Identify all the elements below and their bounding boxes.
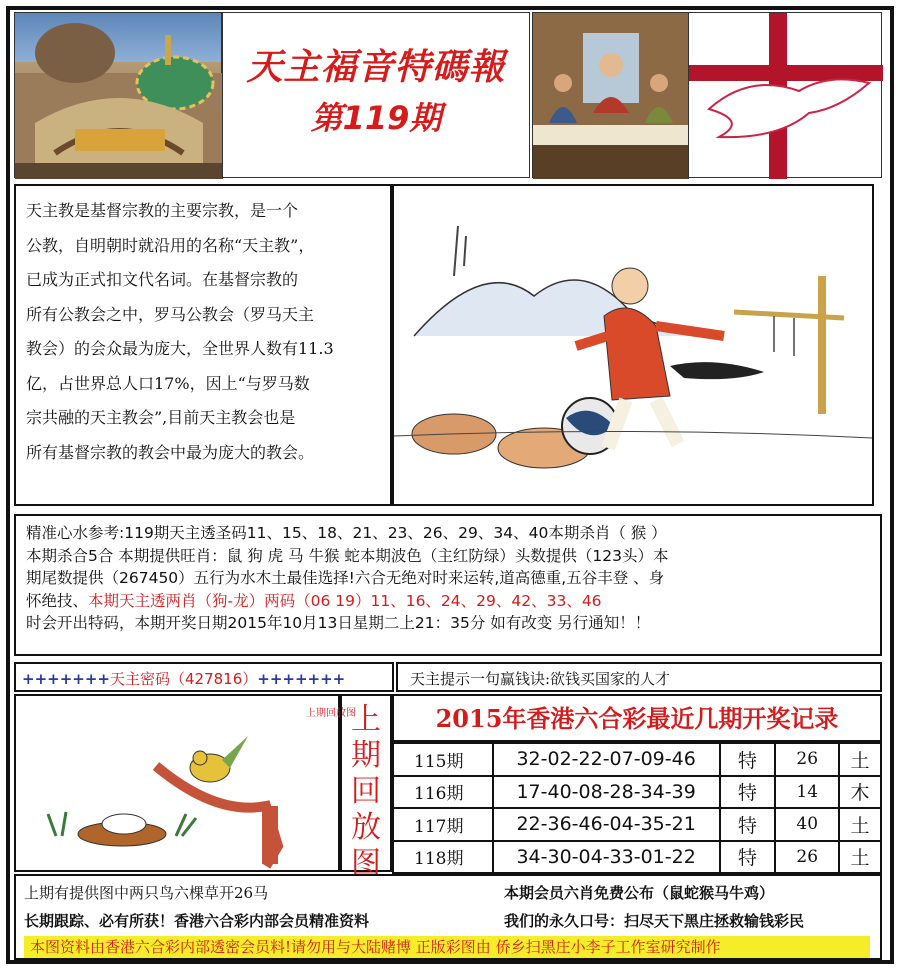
element-cell: 土 [839,808,881,841]
numbers-cell: 17-40-08-28-34-39 [493,776,720,809]
last-issue-replay-label [340,694,392,881]
record-row [393,743,881,776]
code-prefix: +++++++ [22,670,110,688]
special-number-cell: 14 [775,776,839,809]
records-table [392,742,882,874]
title-box [222,12,530,178]
numbers-cell: 32-02-22-07-09-46 [493,743,720,776]
reference-block [14,514,882,656]
intro-line: 教会）的会众最为庞大，全世界人数有11.3 [26,339,334,358]
numbers-cell: 22-36-46-04-35-21 [493,808,720,841]
footer [14,874,882,960]
records-title: 2015年香港六合彩最近几期开奖记录 [392,694,882,742]
period-cell: 117期 [393,808,493,841]
issue-number: 第119期 [310,99,442,137]
secret-code-bar [14,662,394,692]
reference-line: 期尾数提供（267450）五行为水木土最佳选择!六合无绝对时来运转,道高德重,五谷丰登 、身 [26,569,665,587]
vertical-char: 回 [351,774,381,809]
special-number-cell: 40 [775,808,839,841]
bird-illustration [14,694,356,872]
footer-left-line: 上期有提供图中两只鸟六棵草开26马 [24,884,269,902]
record-row [393,776,881,809]
highlight-text: 本期天主透两肖（狗-龙）两码（06 19）11、16、24、29、42、33、46 [88,591,602,610]
intro-line: 所有基督宗教的教会中最为庞大的教会。 [26,442,315,462]
footer-banner: 本图资料由香港六合彩内部透密会员料!请勿用与大陆赌博 正版彩图由 侨乡扫黑庄小李子工作室研究制作 [24,936,870,958]
element-cell: 木 [839,776,881,809]
numbers-cell: 34-30-04-33-01-22 [493,841,720,874]
reference-line: 时会开出特码，本期开奖日期2015年10月13日星期二上21：35分 如有改变 另行通知！！ [26,614,651,632]
element-cell: 土 [839,841,881,874]
vertical-char: 上 [351,702,381,737]
intro-line: 已成为正式扣文代名词。在基督宗教的 [26,270,299,289]
intro-line: 公教，自明朝时就沿用的名称“天主教”， [26,235,315,255]
code-suffix: +++++++ [257,670,346,688]
tip-bar: 天主提示一句赢钱诀:欲钱买国家的人才 [396,662,882,692]
intro-line: 宗共融的天主教会”,目前天主教会也是 [26,408,296,427]
secret-code: 天主密码（427816） [109,670,258,688]
footer-right-line: 我们的永久口号：扫尽天下黑庄拯救输钱彩民 [504,912,805,930]
period-cell: 115期 [393,743,493,776]
special-label-cell: 特 [720,776,776,809]
record-row [393,841,881,874]
vertical-char: 放 [351,810,381,845]
special-number-cell: 26 [775,743,839,776]
monk-illustration [392,184,874,506]
cathedral-image [14,12,222,178]
intro-line: 天主教是基督宗教的主要宗教，是一个 [26,201,299,220]
intro-line: 所有公教会之中，罗马公教会（罗马天主 [26,304,315,324]
intro-text [14,184,392,506]
reference-line: 本期杀合5合 本期提供旺肖：鼠 狗 虎 马 牛猴 蛇本期波色（主红防绿）头数提供（123头）本 [26,546,669,565]
footer-left-line: 长期跟踪、必有所获！香港六合彩内部会员精准资料 [24,912,370,930]
vertical-char: 期 [351,738,381,773]
side-stamp: 上期回放图 [306,708,356,719]
period-cell: 118期 [393,841,493,874]
period-cell: 116期 [393,776,493,809]
last-supper-image [532,12,688,178]
cross-dove-image [688,12,882,178]
record-row [393,808,881,841]
reference-line [26,590,870,613]
reference-line: 精准心水参考:119期天主透圣码11、15、18、21、23、26、29、34、40本期杀肖（ 猴 ） [26,524,667,542]
intro-line: 亿，占世界总人口17%，因上“与罗马数 [26,373,310,393]
element-cell: 土 [839,743,881,776]
special-label-cell: 特 [720,743,776,776]
newspaper-title: 天主福音特碼報 [246,47,506,88]
special-label-cell: 特 [720,841,776,874]
footer-right-line: 本期会员六肖免费公布（鼠蛇猴马牛鸡） [504,884,775,902]
vertical-char: 图 [351,846,381,881]
special-label-cell: 特 [720,808,776,841]
special-number-cell: 26 [775,841,839,874]
reference-text: 怀绝技、 [26,591,89,610]
